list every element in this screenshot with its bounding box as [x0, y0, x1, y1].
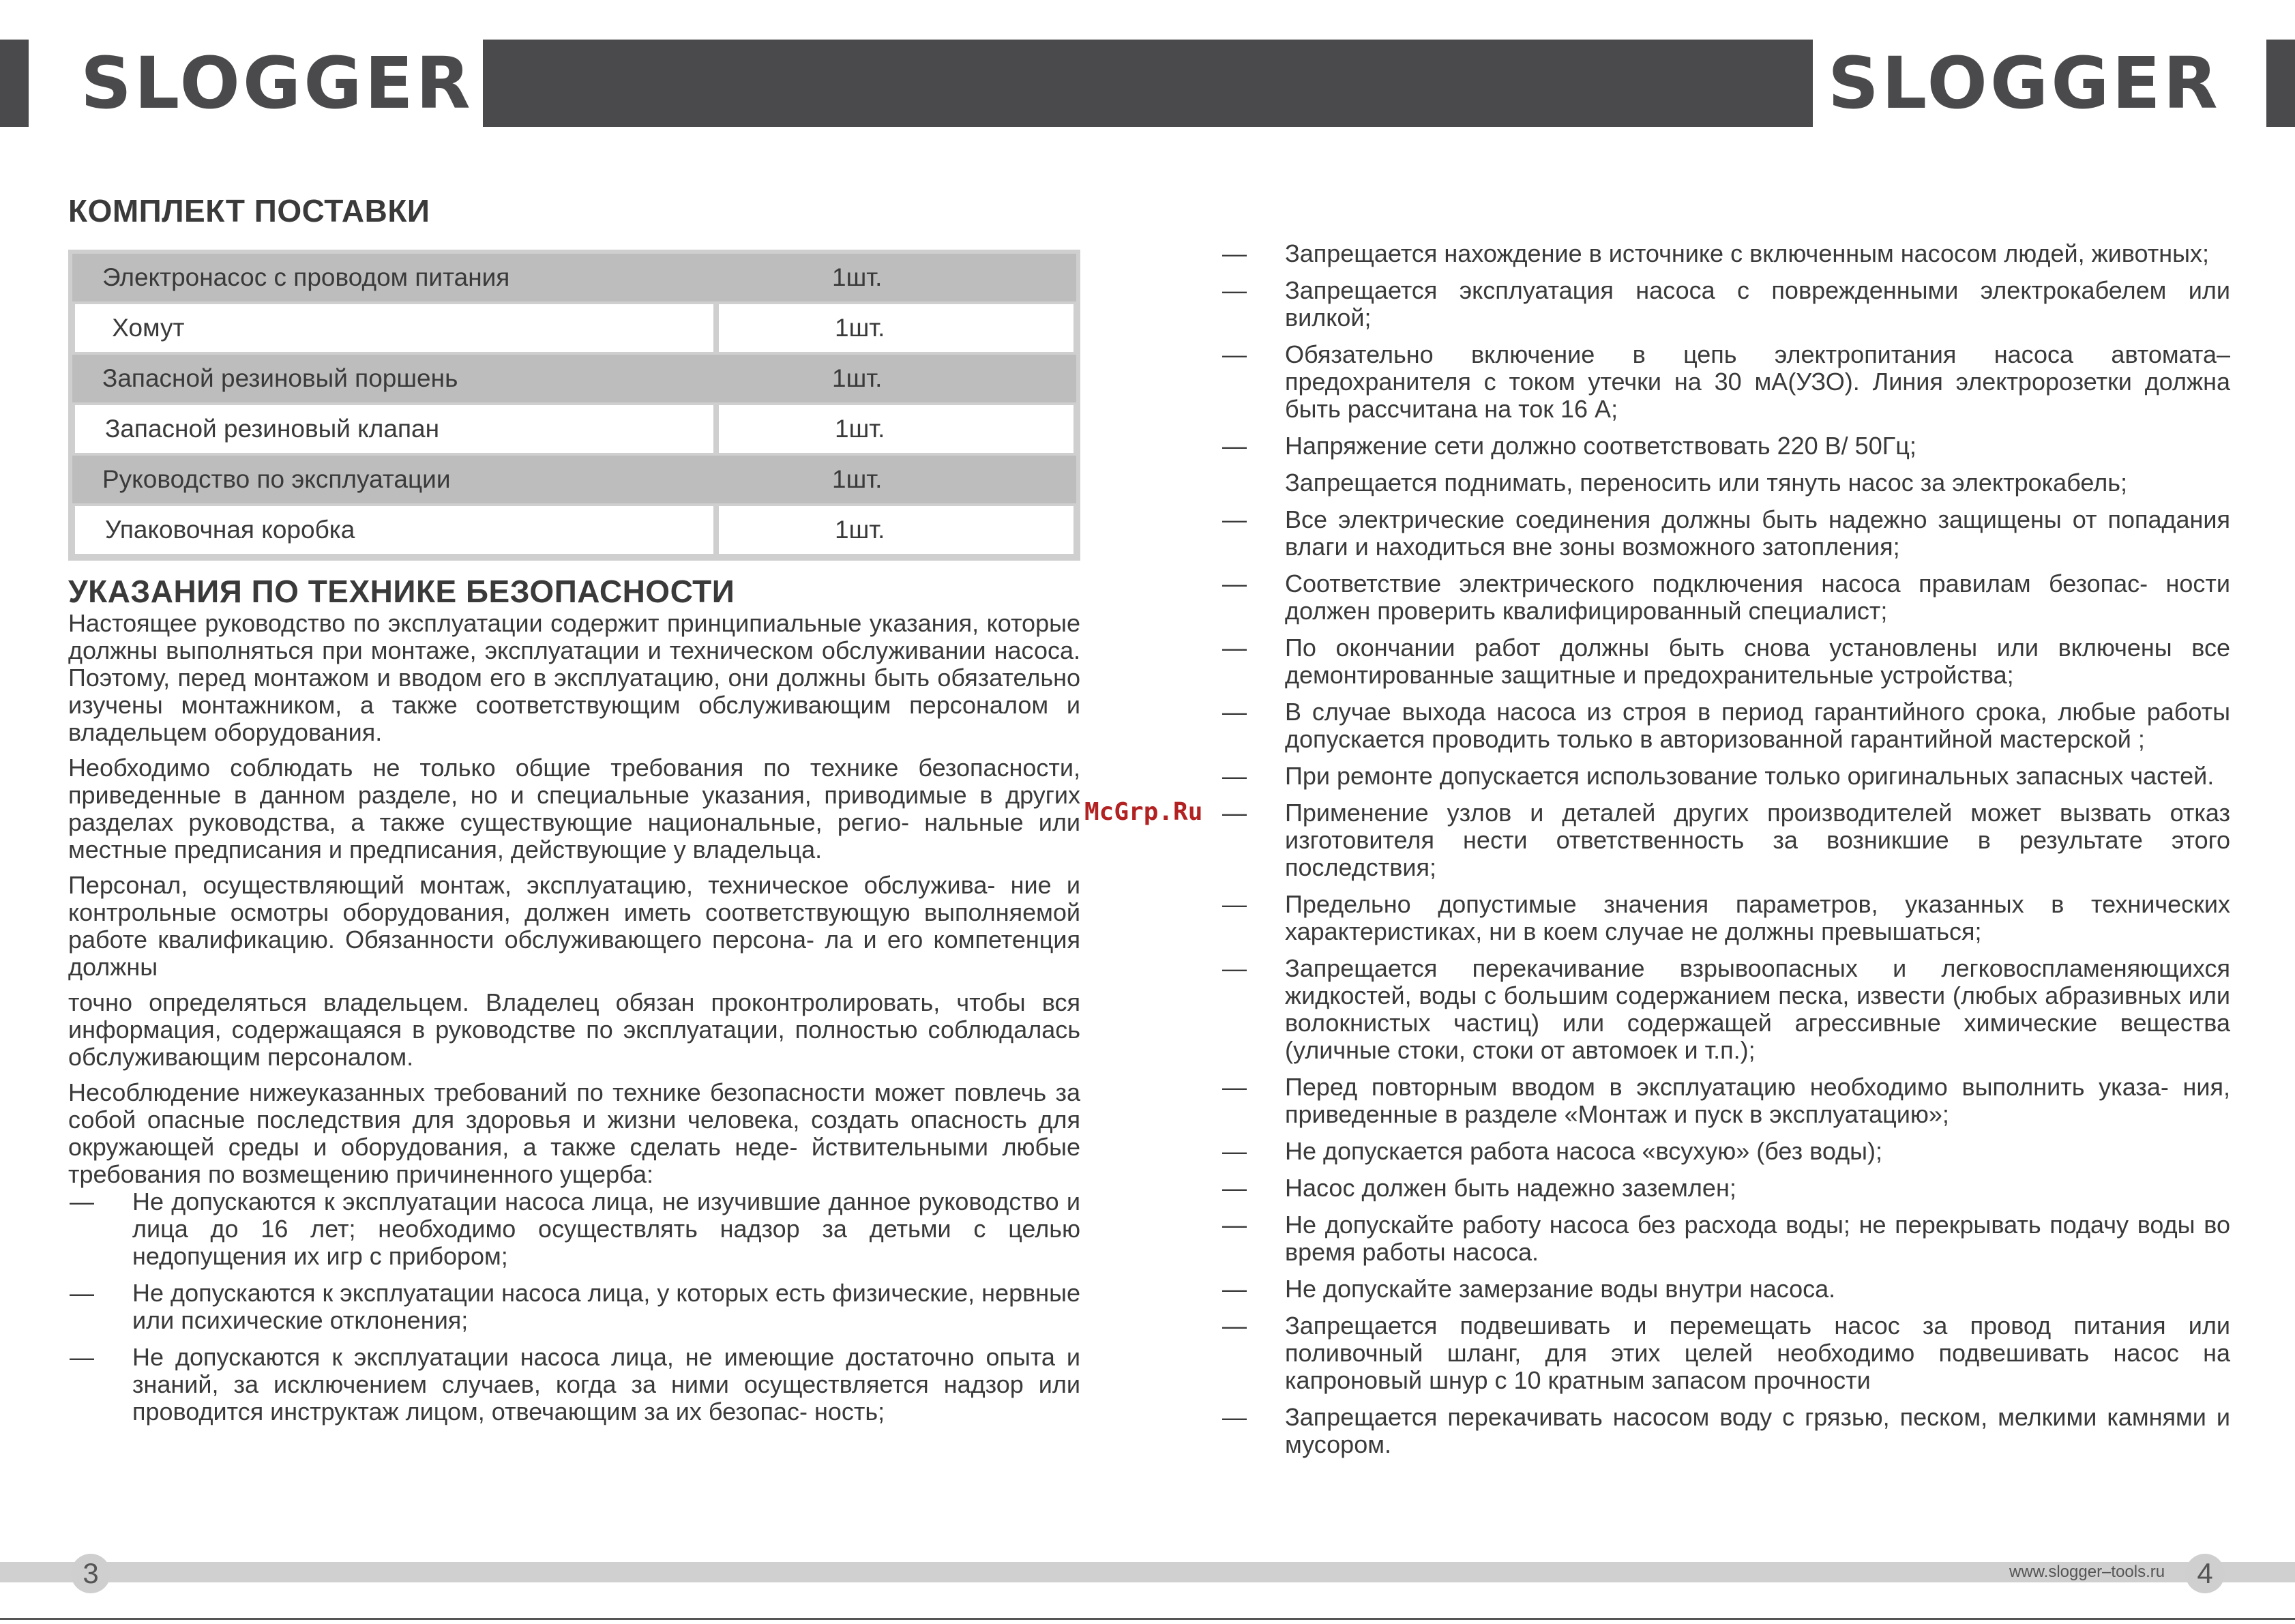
dash-marker: —	[1222, 799, 1247, 827]
right-rules-list	[1221, 240, 2230, 1458]
list-item	[1221, 341, 2230, 423]
list-item	[68, 1344, 1080, 1426]
table-row	[72, 355, 1076, 402]
rule-text: Не допускается работа насоса «всухую» (без воды);	[1285, 1137, 1882, 1165]
table-row	[72, 402, 1076, 456]
kit-item: Руководство по эксплуатации	[72, 456, 716, 503]
dash-marker: —	[70, 1343, 94, 1371]
rule-text: Перед повторным вводом в эксплуатацию необходимо выполнить указа- ния, приведенные в разделе «Монтаж и пуск в эксплуатацию»;	[1285, 1073, 2230, 1128]
rule-text: Все электрические соединения должны быть надежно защищены от попадания влаги и находиться вне зоны возможного затопления;	[1285, 505, 2230, 561]
bottom-rule	[0, 1618, 2295, 1620]
list-item	[1221, 570, 2230, 625]
list-item	[1221, 1404, 2230, 1458]
website-url: www.slogger–tools.ru	[2009, 1563, 2165, 1581]
dash-marker: —	[1222, 432, 1247, 460]
footer-bar	[0, 1562, 2295, 1582]
page-number-left: 3	[71, 1554, 110, 1593]
kit-qty: 1шт.	[716, 503, 1076, 557]
table-row	[72, 456, 1076, 503]
rule-text: Не допускайте работу насоса без расхода воды; не перекрывать подачу воды во время работы насоса.	[1285, 1211, 2230, 1266]
dash-marker: —	[1222, 762, 1247, 790]
rule-text: Напряжение сети должно соответствовать 220 В/ 50Гц;	[1285, 432, 1916, 460]
kit-item: Электронасос с проводом питания	[72, 254, 716, 301]
rule-text: Не допускаются к эксплуатации насоса лица, не имеющие достаточно опыта и знаний, за исключением случаев, когда за ними осуществляется надзор или проводится инструктаж лицом, отвечающим за их безопас- ность;	[132, 1343, 1080, 1426]
rule-text: Обязательно включение в цепь электропитания насоса автомата– предохранителя с током утечки на 30 мА(УЗО). Линия электророзетки должна быть рассчитана на ток 16 А;	[1285, 340, 2230, 423]
rule-text: В случае выхода насоса из строя в период гарантийного срока, любые работы допускается проводить только в авторизованной гарантийной мастерской ;	[1285, 698, 2230, 753]
rule-text: Не допускаются к эксплуатации насоса лица, не изучившие данное руководство и лица до 16 лет; необходимо осуществлять надзор за детьми с целью недопущения их игр с прибором;	[132, 1187, 1080, 1270]
kit-qty: 1шт.	[716, 355, 1076, 402]
dash-marker: —	[70, 1279, 94, 1307]
rule-text: Запрещается подвешивать и перемещать насос за провод питания или поливочный шланг, для этих целей необходимо подвешивать насос на капроновый шнур с 10 кратным запасом прочности	[1285, 1312, 2230, 1394]
dash-marker: —	[1222, 1073, 1247, 1101]
rule-text: Запрещается перекачивание взрывоопасных и легковоспламеняющихся жидкостей, воды с большим содержанием песка, извести (любых абразивных или волокнистых частиц) или содержащей агрессивные химические вещества (уличные стоки, стоки от автомоек и т.п.);	[1285, 954, 2230, 1064]
watermark: McGrp.Ru	[1084, 798, 1203, 826]
list-item	[68, 1188, 1080, 1270]
safety-paragraph: Персонал, осуществляющий монтаж, эксплуатацию, техническое обслужива- ние и контрольные осмотры оборудования, должен иметь соответствующую выполняемой работе квалификацию. Обязанности обслуживающего персона- ла и его компетенция должны	[68, 871, 1080, 981]
list-item	[1221, 891, 2230, 945]
list-item	[1221, 1275, 2230, 1303]
list-item	[68, 1280, 1080, 1334]
left-rules-list	[68, 1188, 1080, 1426]
kit-title: КОМПЛЕКТ ПОСТАВКИ	[68, 193, 430, 228]
rule-text: Применение узлов и деталей других производителей может вызвать отказ изготовителя нести ответственность за возникшие в результате этого последствия;	[1285, 799, 2230, 881]
rule-text: Запрещается перекачивать насосом воду с грязью, песком, мелкими камнями и мусором.	[1285, 1403, 2230, 1458]
list-item	[1221, 698, 2230, 753]
list-item	[1221, 799, 2230, 881]
table-row	[72, 301, 1076, 355]
list-item	[1221, 1138, 2230, 1165]
list-item	[1221, 432, 2230, 460]
rule-text: Запрещается нахождение в источнике с включенным насосом людей, животных;	[1285, 239, 2209, 267]
dash-marker: —	[1222, 276, 1247, 304]
right-column	[1221, 240, 2230, 1468]
list-item	[1221, 955, 2230, 1064]
dash-marker: —	[1222, 1403, 1247, 1431]
dash-marker: —	[1222, 1174, 1247, 1202]
kit-item: Хомут	[72, 301, 716, 355]
list-item	[1221, 240, 2230, 267]
table-row	[72, 503, 1076, 557]
kit-qty: 1шт.	[716, 301, 1076, 355]
dash-marker: —	[1222, 954, 1247, 982]
rule-text: При ремонте допускается использование только оригинальных запасных частей.	[1285, 762, 2215, 790]
safety-paragraph: Несоблюдение нижеуказанных требований по технике безопасности может повлечь за собой опасные последствия для здоровья и жизни человека, создать опасность для окружающей среды и оборудования, а также сделать неде- йствительными любые требования по возмещению причиненного ущерба:	[68, 1078, 1080, 1188]
header-bar	[483, 40, 1813, 127]
kit-table	[68, 250, 1080, 561]
dash-marker: —	[1222, 570, 1247, 597]
rule-text: Не допускаются к эксплуатации насоса лица, у которых есть физические, нервные или психические отклонения;	[132, 1279, 1080, 1334]
list-item	[1221, 1175, 2230, 1202]
dash-marker: —	[1222, 1275, 1247, 1303]
dash-marker: —	[1222, 1312, 1247, 1340]
list-item	[1221, 763, 2230, 790]
rule-text: Не допускайте замерзание воды внутри насоса.	[1285, 1275, 1836, 1303]
list-item	[1221, 634, 2230, 689]
rule-text: Насос должен быть надежно заземлен;	[1285, 1174, 1736, 1202]
dash-marker: —	[70, 1187, 94, 1215]
dash-marker: —	[1222, 505, 1247, 533]
header-left-block	[0, 40, 29, 127]
logo-right: SLOGGER	[1828, 42, 2221, 125]
rule-text: По окончании работ должны быть снова установлены или включены все демонтированные защитные и предохранительные устройства;	[1285, 634, 2230, 689]
list-item	[1221, 1074, 2230, 1128]
header-right-block	[2266, 40, 2295, 127]
list-item	[1221, 469, 2230, 497]
page-number-right: 4	[2185, 1554, 2225, 1593]
kit-qty: 1шт.	[716, 402, 1076, 456]
kit-item: Запасной резиновый клапан	[72, 402, 716, 456]
safety-paragraph: Настоящее руководство по эксплуатации содержит принципиальные указания, которые должны выполняться при монтаже, эксплуатации и техническом обслуживании насоса. Поэтому, перед монтажом и вводом его в эксплуатацию, они должны быть обязательно изучены монтажником, а также соответствующим обслуживающим персоналом и владельцем оборудования.	[68, 609, 1080, 746]
kit-qty: 1шт.	[716, 456, 1076, 503]
dash-marker: —	[1222, 890, 1247, 918]
kit-qty: 1шт.	[716, 254, 1076, 301]
safety-title: УКАЗАНИЯ ПО ТЕХНИКЕ БЕЗОПАСНОСТИ	[68, 574, 735, 609]
list-item	[1221, 1211, 2230, 1266]
dash-marker: —	[1222, 634, 1247, 662]
rule-text: Запрещается поднимать, переносить или тянуть насос за электрокабель;	[1285, 469, 2127, 497]
rule-text: Соответствие электрического подключения насоса правилам безопас- ности должен проверить квалифицированный специалист;	[1285, 570, 2230, 625]
rule-text: Предельно допустимые значения параметров, указанных в технических характеристиках, ни в коем случае не должны превышаться;	[1285, 890, 2230, 945]
dash-marker: —	[1222, 1137, 1247, 1165]
left-column	[68, 184, 1080, 1435]
table-row	[72, 254, 1076, 301]
kit-item: Запасной резиновый поршень	[72, 355, 716, 402]
dash-marker: —	[1222, 340, 1247, 368]
dash-marker: —	[1222, 239, 1247, 267]
safety-paragraph: Необходимо соблюдать не только общие требования по технике безопасности, приведенные в данном разделе, но и специальные указания, приводимые в других разделах руководства, а также существующие национальные, регио- нальные или местные предписания и предписания, действующие у владельца.	[68, 754, 1080, 863]
list-item	[1221, 1312, 2230, 1394]
safety-paragraph: точно определяться владельцем. Владелец обязан проконтролировать, чтобы вся информация, содержащаяся в руководстве по эксплуатации, полностью соблюдалась обслуживающим персоналом.	[68, 988, 1080, 1071]
dash-marker: —	[1222, 1211, 1247, 1239]
logo-left: SLOGGER	[80, 42, 473, 125]
kit-item: Упаковочная коробка	[72, 503, 716, 557]
dash-marker: —	[1222, 698, 1247, 726]
rule-text: Запрещается эксплуатация насоса с поврежденными электрокабелем или вилкой;	[1285, 276, 2230, 331]
list-item	[1221, 277, 2230, 331]
list-item	[1221, 506, 2230, 561]
